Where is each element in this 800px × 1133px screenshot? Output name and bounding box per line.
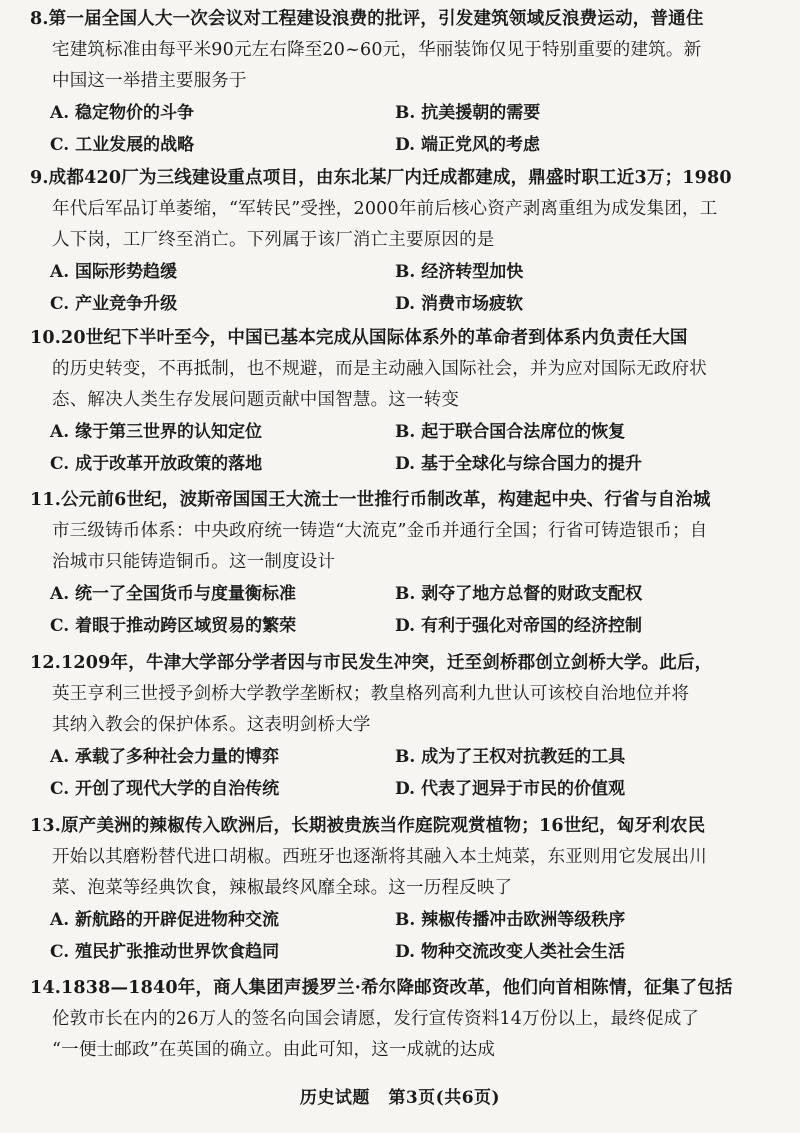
- question-stem: [30, 163, 780, 194]
- stem-line: 英王亨利三世授予剑桥大学教学垄断权；教皇格列高利九世认可该校自治地位并将: [52, 684, 690, 704]
- option-d[interactable]: D. 有利于强化对帝国的经济控制: [395, 616, 642, 636]
- question-13: [30, 811, 780, 968]
- option-b[interactable]: B. 剥夺了地方总督的财政支配权: [395, 584, 643, 604]
- question-14: [30, 973, 780, 1066]
- question-10: [30, 323, 780, 480]
- option-a[interactable]: A. 承载了多种社会力量的博弈: [50, 747, 280, 767]
- stem-line: 开始以其磨粉替代进口胡椒。西班牙也逐渐将其融入本土炖菜，东亚则用它发展出川: [52, 847, 707, 867]
- options: [30, 97, 780, 161]
- option-c[interactable]: C. 产业竞争升级: [50, 294, 178, 314]
- option-b[interactable]: B. 成为了王权对抗教廷的工具: [395, 747, 626, 767]
- option-b[interactable]: B. 经济转型加快: [395, 262, 524, 282]
- question-number: 13.: [30, 816, 62, 836]
- stem-line: 态、解决人类生存发展问题贡献中国智慧。这一转变: [52, 390, 460, 410]
- stem-line: 1838—1840年，商人集团声援罗兰·希尔降邮资改革，他们向首相陈情，征集了包括: [61, 978, 733, 998]
- option-a[interactable]: A. 国际形势趋缓: [50, 262, 178, 282]
- stem-line: 菜、泡菜等经典饮食，辣椒最终风靡全球。这一历程反映了: [52, 878, 513, 898]
- question-9: [30, 163, 780, 320]
- question-11: [30, 485, 780, 642]
- stem-line: 人下岗，工厂终至消亡。下列属于该厂消亡主要原因的是: [52, 230, 495, 250]
- question-number: 9.: [30, 168, 49, 188]
- stem-line: 公元前6世纪，波斯帝国国王大流士一世推行币制改革，构建起中央、行省与自治城: [61, 490, 711, 510]
- option-c[interactable]: C. 成于改革开放政策的落地: [50, 454, 263, 474]
- stem-line: 成都420厂为三线建设重点项目，由东北某厂内迁成都建成，鼎盛时职工近3万；1980: [48, 168, 732, 188]
- option-d[interactable]: D. 消费市场疲软: [395, 294, 523, 314]
- question-number: 12.: [30, 653, 62, 673]
- question-number: 14.: [30, 978, 62, 998]
- option-a[interactable]: A. 统一了全国货币与度量衡标准: [50, 584, 297, 604]
- footer-page-number: 第3页(共6页): [388, 1088, 501, 1108]
- option-d[interactable]: D. 端正党风的考虑: [395, 135, 540, 155]
- stem-line: 年代后军品订单萎缩，“军转民”受挫，2000年前后核心资产剥离重组为成发集团，工: [52, 199, 718, 219]
- option-b[interactable]: B. 起于联合国合法席位的恢复: [395, 422, 626, 442]
- page-footer: [0, 1083, 800, 1108]
- footer-subject: 历史试题: [299, 1088, 370, 1108]
- stem-line: 中国这一举措主要服务于: [52, 71, 247, 91]
- stem-line: 第一届全国人大一次会议对工程建设浪费的批评，引发建筑领域反浪费运动，普通住: [48, 9, 704, 29]
- stem-line: 20世纪下半叶至今，中国已基本完成从国际体系外的革命者到体系内负责任大国: [61, 328, 688, 348]
- stem-line: 原产美洲的辣椒传入欧洲后，长期被贵族当作庭院观赏植物；16世纪，匈牙利农民: [61, 816, 706, 836]
- stem-line: 伦敦市长在内的26万人的签名向国会请愿，发行宣传资料14万份以上，最终促成了: [52, 1009, 700, 1029]
- stem-line: 1209年，牛津大学部分学者因与市民发生冲突，迁至剑桥郡创立剑桥大学。此后，: [61, 653, 713, 673]
- option-d[interactable]: D. 基于全球化与综合国力的提升: [395, 454, 642, 474]
- option-c[interactable]: C. 殖民扩张推动世界饮食趋同: [50, 942, 280, 962]
- option-a[interactable]: A. 稳定物价的斗争: [50, 103, 195, 123]
- options: [30, 256, 780, 320]
- option-a[interactable]: A. 新航路的开辟促进物种交流: [50, 910, 280, 930]
- question-stem: [30, 811, 780, 842]
- option-d[interactable]: D. 物种交流改变人类社会生活: [395, 942, 625, 962]
- question-number: 11.: [30, 490, 62, 510]
- option-c[interactable]: C. 工业发展的战略: [50, 135, 195, 155]
- stem-line: 的历史转变，不再抵制，也不规避，而是主动融入国际社会，并为应对国际无政府状: [52, 359, 707, 379]
- question-stem: [30, 973, 780, 1004]
- options: [30, 578, 780, 642]
- option-c[interactable]: C. 着眼于推动跨区域贸易的繁荣: [50, 616, 297, 636]
- options: [30, 416, 780, 480]
- question-number: 10.: [30, 328, 62, 348]
- option-b[interactable]: B. 辣椒传播冲击欧洲等级秩序: [395, 910, 626, 930]
- question-8: [30, 4, 780, 161]
- question-stem: [30, 648, 780, 679]
- option-c[interactable]: C. 开创了现代大学的自治传统: [50, 779, 280, 799]
- stem-line: 治城市只能铸造铜币。这一制度设计: [52, 552, 336, 572]
- stem-line: 宅建筑标准由每平米90元左右降至20~60元，华丽装饰仅见于特别重要的建筑。新: [52, 40, 702, 60]
- question-number: 8.: [30, 9, 49, 29]
- question-stem: [30, 323, 780, 354]
- option-a[interactable]: A. 缘于第三世界的认知定位: [50, 422, 263, 442]
- options: [30, 741, 780, 805]
- question-12: [30, 648, 780, 805]
- question-stem: [30, 485, 780, 516]
- option-d[interactable]: D. 代表了迥异于市民的价值观: [395, 779, 625, 799]
- options: [30, 904, 780, 968]
- stem-line: 其纳入教会的保护体系。这表明剑桥大学: [52, 715, 371, 735]
- question-stem: [30, 4, 780, 35]
- option-b[interactable]: B. 抗美援朝的需要: [395, 103, 541, 123]
- stem-line: 市三级铸币体系：中央政府统一铸造“大流克”金币并通行全国；行省可铸造银币；自: [52, 521, 708, 541]
- stem-line: “一便士邮政”在英国的确立。由此可知，这一成就的达成: [52, 1040, 496, 1060]
